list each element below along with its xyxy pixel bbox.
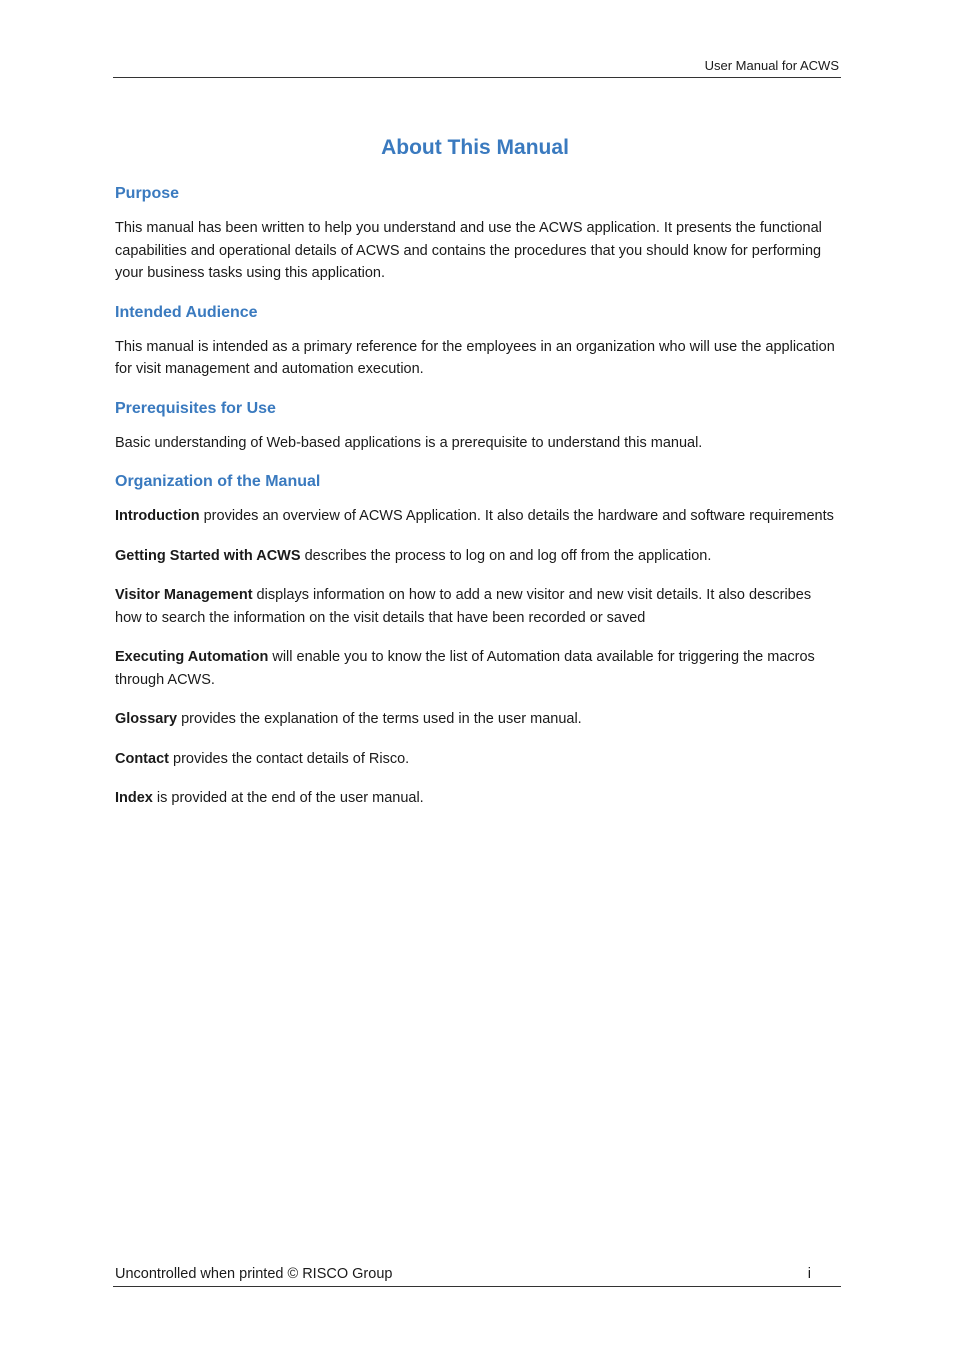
prerequisites-paragraph: Basic understanding of Web-based applications is a prerequisite to understand this manual. <box>115 434 703 451</box>
item-text: provides the contact details of Risco. <box>168 750 410 767</box>
section-heading-intended-audience: Intended Audience <box>115 303 258 321</box>
section-prerequisites <box>115 398 835 455</box>
page-header <box>113 57 841 78</box>
item-term: Executing Automation <box>115 649 269 665</box>
organization-item <box>115 505 835 528</box>
section-organization <box>115 471 835 810</box>
item-term: Visitor Management <box>115 587 253 603</box>
main-content <box>115 133 835 827</box>
item-text: is provided at the end of the user manual. <box>152 790 424 806</box>
item-text: provides an overview of ACWS Application. It also details the hardware and software requirements <box>199 508 834 524</box>
section-purpose <box>115 183 835 285</box>
organization-item <box>115 545 835 568</box>
purpose-paragraph: This manual has been written to help you understand and use the ACWS application. It presents the functional capabilities and operational details of ACWS and contains the procedures that you should know for performing your business tasks using this application. <box>115 220 822 281</box>
organization-item <box>115 584 835 629</box>
section-intended-audience <box>115 302 835 381</box>
item-text: displays information on how to add a new visitor and new visit details. It also describes how to search the information on the visit details that have been recorded or saved <box>115 587 812 626</box>
item-term: Getting Started with ACWS <box>115 547 301 564</box>
organization-item <box>115 646 835 691</box>
page-title: About This Manual <box>381 136 569 159</box>
section-heading-organization: Organization of the Manual <box>115 473 321 490</box>
page-number: i <box>807 1266 811 1282</box>
header-title: User Manual for ACWS <box>704 58 839 73</box>
item-text: describes the process to log on and log off from the application. <box>300 547 712 564</box>
item-text: provides the explanation of the terms used in the user manual. <box>177 711 582 727</box>
organization-item <box>115 787 835 810</box>
organization-item <box>115 708 835 731</box>
item-term: Contact <box>115 750 169 767</box>
organization-item <box>115 748 835 771</box>
item-term: Glossary <box>115 711 178 727</box>
item-term: Index <box>115 790 153 806</box>
section-heading-purpose: Purpose <box>115 185 180 202</box>
item-term: Introduction <box>115 508 200 524</box>
item-text: will enable you to know the list of Automation data available for triggering the macros through ACWS. <box>115 649 815 688</box>
footer-copyright: Uncontrolled when printed © RISCO Group <box>115 1266 393 1282</box>
audience-paragraph: This manual is intended as a primary reference for the employees in an organization who will use the application for visit management and automation execution. <box>115 338 835 377</box>
page-footer <box>113 1266 841 1287</box>
section-heading-prerequisites: Prerequisites for Use <box>115 399 276 417</box>
